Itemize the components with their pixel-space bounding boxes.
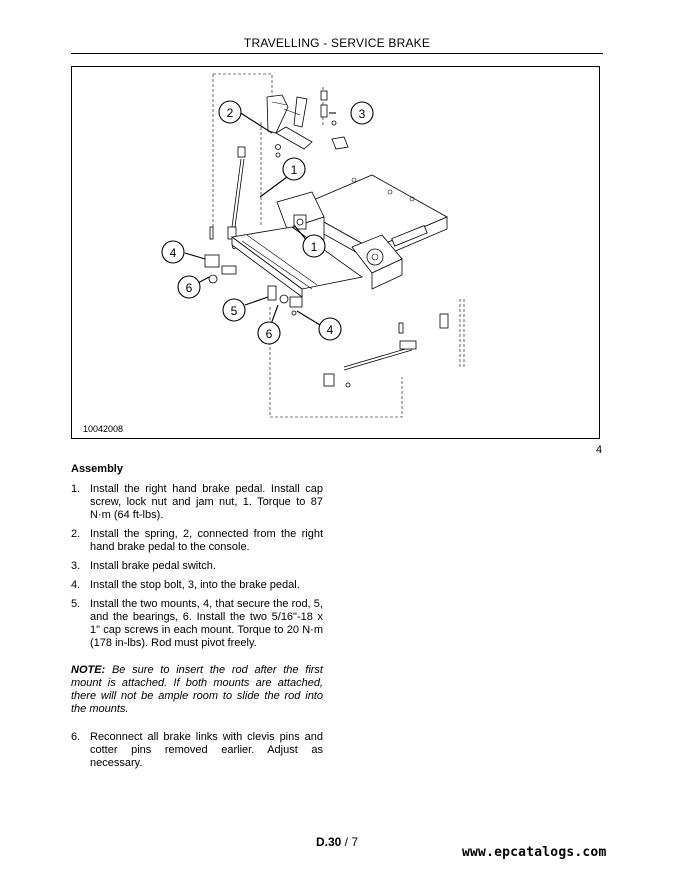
step-text: Install the right hand brake pedal. Install cap screw, lock nut and jam nut, 1. Torque to 87 N·m (64 ft-lbs). (90, 483, 323, 521)
step-text: Reconnect all brake links with clevis pins and cotter pins removed earlier. Adjust as necessary. (90, 731, 323, 769)
step-item (71, 483, 323, 522)
svg-text:2: 2 (226, 106, 234, 120)
callout-6-center (258, 322, 280, 344)
page-separator: / (341, 835, 352, 849)
assembly-final-steps (71, 731, 323, 770)
assembly-steps (71, 483, 323, 650)
step-text: Install the two mounts, 4, that secure the rod, 5, and the bearings, 6. Install the two 5/16"-18 x 1" cap screws in each mount. Torque to 20 N·m (178 in-lbs). Rod must pivot freely. (90, 598, 323, 649)
step-item (71, 598, 323, 650)
callout-4-center (319, 318, 341, 340)
note-text: Be sure to insert the rod after the first mount is attached. If both mounts are attached, there will not be ample room to slide the rod into the mounts. (71, 664, 323, 715)
step-number: 6. (71, 731, 81, 743)
svg-text:6: 6 (185, 281, 193, 295)
spring-rod-part (228, 147, 245, 249)
step-item (71, 731, 323, 770)
step-text: Install brake pedal switch. (90, 560, 216, 572)
callout-5 (223, 299, 245, 321)
step-number: 1. (71, 483, 81, 495)
svg-text:3: 3 (358, 107, 366, 121)
callout-1-top (283, 158, 305, 180)
assembly-section (71, 463, 323, 776)
svg-text:4: 4 (169, 246, 177, 260)
callout-2 (219, 101, 241, 123)
section-code: D.30 (315, 835, 342, 849)
page-header-title: TRAVELLING - SERVICE BRAKE (243, 36, 431, 50)
assembly-note (71, 664, 323, 716)
callout-6-left (178, 276, 200, 298)
brake-assembly-drawing (72, 67, 599, 438)
callout-4-left (162, 241, 184, 263)
svg-text:4: 4 (326, 323, 334, 337)
step-number: 5. (71, 598, 81, 610)
stop-bolt-part (321, 91, 348, 149)
brake-pedal-part (267, 95, 312, 157)
svg-text:5: 5 (230, 304, 238, 318)
step-number: 4. (71, 579, 81, 591)
page-index: 7 (351, 835, 359, 849)
svg-text:6: 6 (265, 327, 273, 341)
figure-id-code: 10042008 (83, 424, 124, 434)
callout-3 (351, 102, 373, 124)
website-watermark: www.epcatalogs.com (462, 845, 607, 860)
step-item (71, 579, 323, 592)
note-label: NOTE: (71, 664, 106, 676)
exploded-diagram (71, 66, 600, 439)
step-number: 3. (71, 560, 81, 572)
callout-1-bottom (303, 235, 325, 257)
svg-text:1: 1 (290, 163, 298, 177)
figure-number: 4 (596, 444, 603, 456)
lower-linkage-part (324, 314, 448, 387)
step-item (71, 528, 323, 554)
header-rule (71, 53, 603, 54)
step-number: 2. (71, 528, 81, 540)
step-item (71, 560, 323, 573)
assembly-heading: Assembly (71, 463, 123, 475)
step-text: Install the stop bolt, 3, into the brake pedal. (90, 579, 300, 591)
svg-text:1: 1 (310, 240, 318, 254)
step-text: Install the spring, 2, connected from the right hand brake pedal to the console. (90, 528, 323, 553)
